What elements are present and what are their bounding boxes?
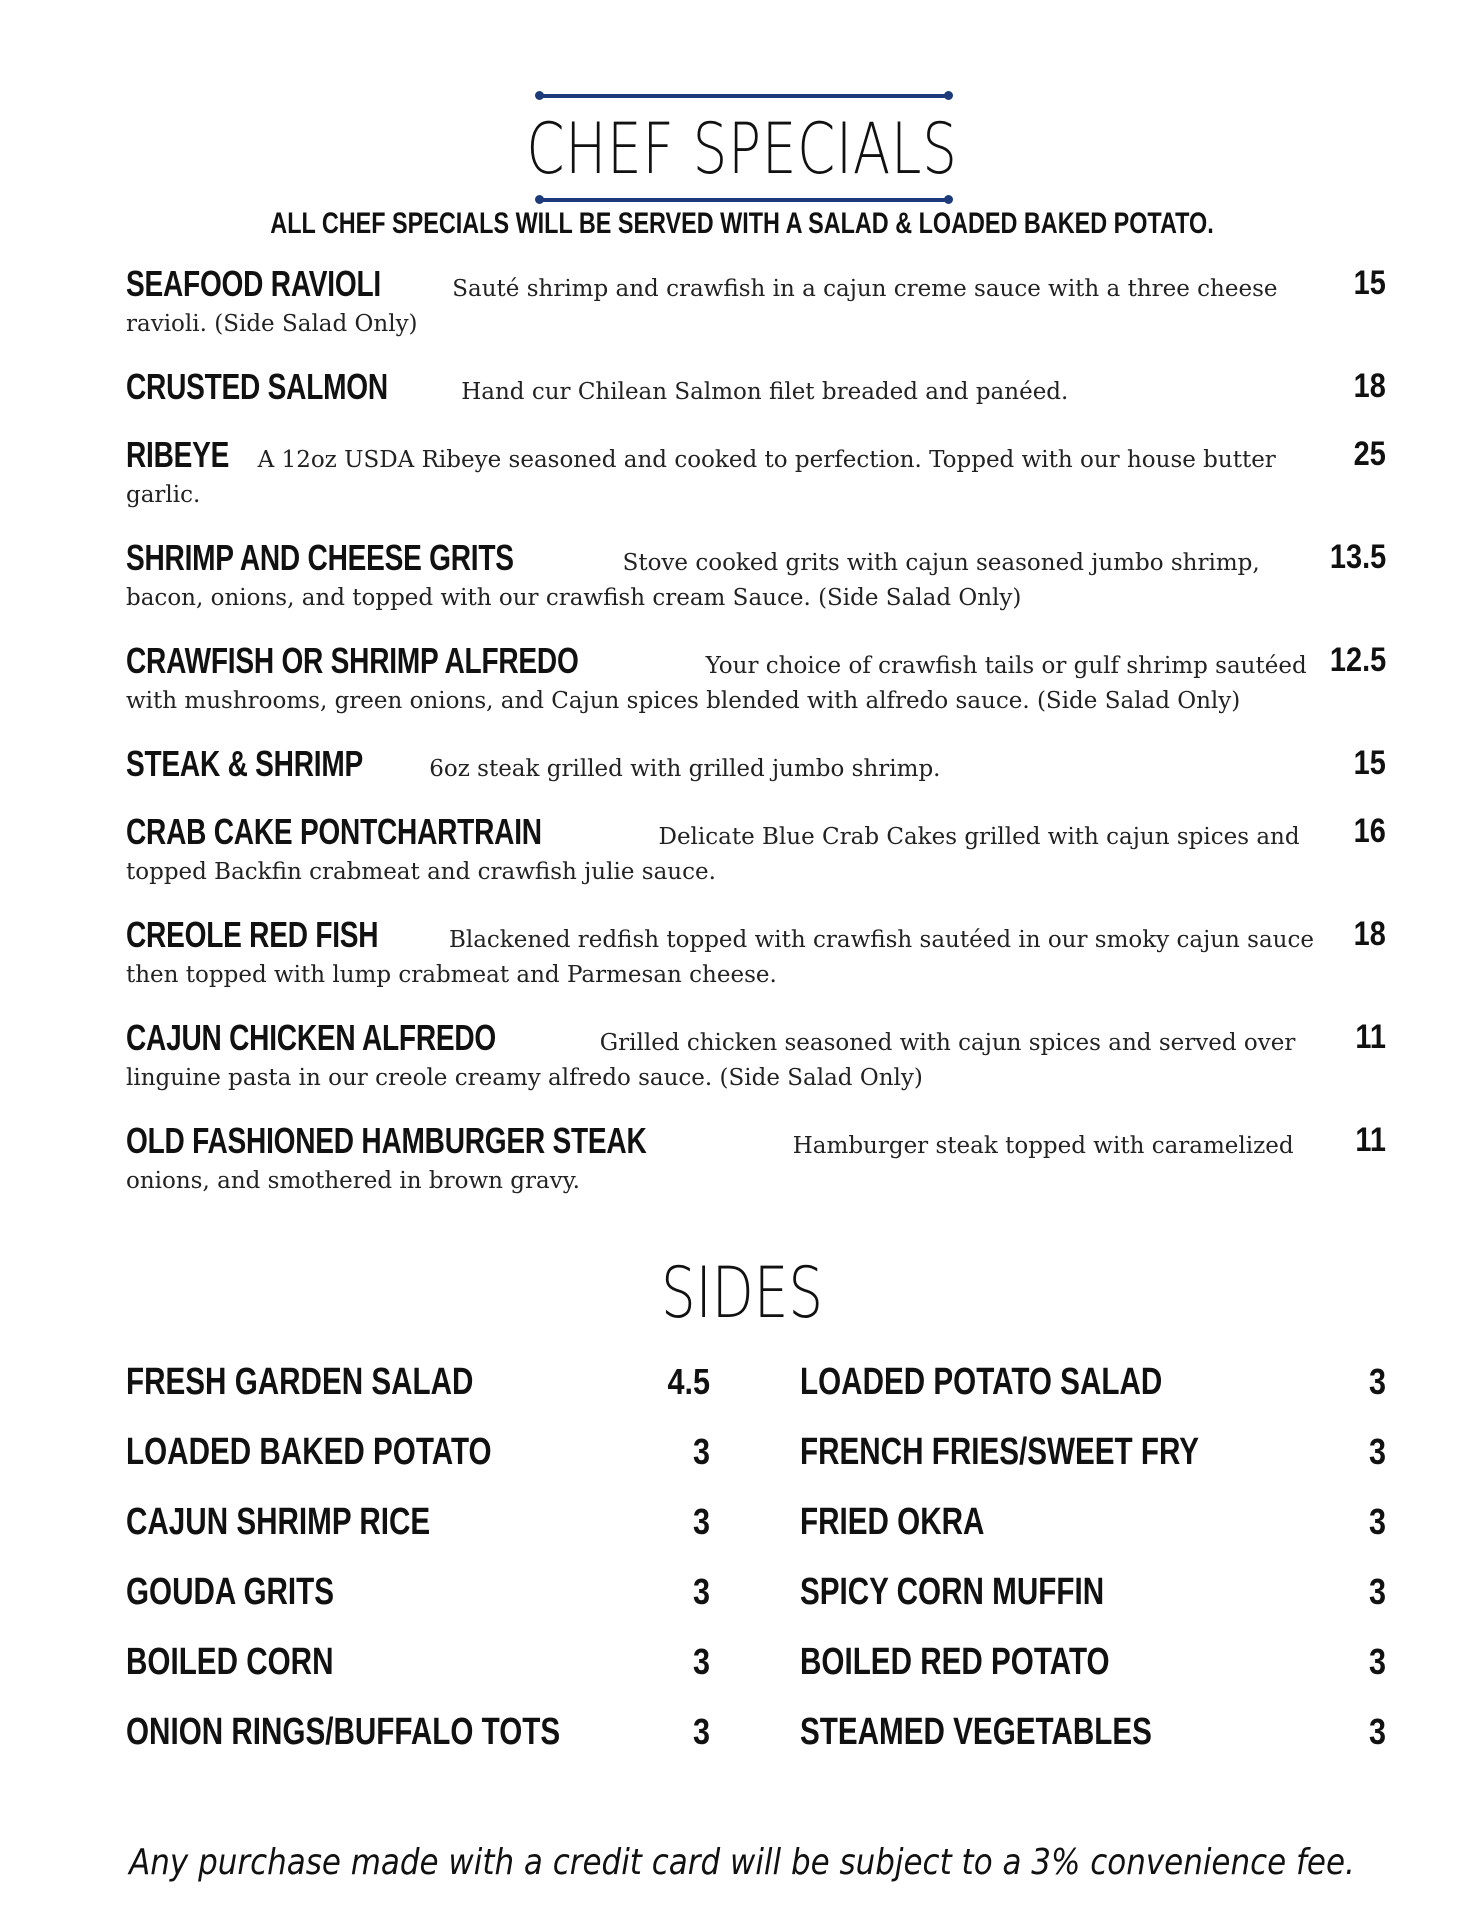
side-price: 4.5 <box>667 1361 710 1402</box>
side-price: 3 <box>692 1501 710 1542</box>
side-name: FRIED OKRA <box>800 1501 985 1543</box>
special-item <box>126 1120 1386 1226</box>
side-item <box>126 1500 710 1570</box>
special-name: SEAFOOD RAVIOLI <box>126 263 381 304</box>
special-price: 13.5 <box>1329 538 1386 576</box>
side-price: 3 <box>692 1571 710 1612</box>
side-item <box>126 1710 710 1780</box>
special-price: 16 <box>1353 812 1386 850</box>
side-price: 3 <box>692 1641 710 1682</box>
special-price: 25 <box>1353 435 1386 473</box>
special-item <box>126 434 1386 540</box>
side-item <box>800 1570 1386 1640</box>
special-desc: 6oz steak grilled with grilled jumbo shrimp. <box>429 756 941 782</box>
special-name: RIBEYE <box>126 434 230 475</box>
special-price: 18 <box>1353 915 1386 953</box>
side-name: CAJUN SHRIMP RICE <box>126 1501 431 1543</box>
side-price: 3 <box>1368 1641 1386 1682</box>
side-name: LOADED POTATO SALAD <box>800 1361 1163 1403</box>
side-name: SPICY CORN MUFFIN <box>800 1571 1105 1613</box>
special-desc: Delicate Blue Crab Cakes grilled with cajun spices and topped Backfin crabmeat and crawfish julie sauce. <box>126 824 1300 885</box>
special-desc: Grilled chicken seasoned with cajun spices and served over linguine pasta in our creole creamy alfredo sauce. (Side Salad Only) <box>126 1030 1296 1091</box>
side-price: 3 <box>1368 1361 1386 1402</box>
special-price: 15 <box>1353 264 1386 302</box>
side-name: FRESH GARDEN SALAD <box>126 1361 474 1403</box>
side-price: 3 <box>1368 1501 1386 1542</box>
special-name: CAJUN CHICKEN ALFREDO <box>126 1017 497 1058</box>
sides-column-left <box>126 1360 710 1780</box>
side-name: STEAMED VEGETABLES <box>800 1711 1152 1753</box>
title-rule-bottom <box>538 198 950 202</box>
special-item <box>126 537 1386 643</box>
side-item <box>126 1430 710 1500</box>
page-title: CHEF SPECIALS <box>526 108 958 190</box>
special-desc: Blackened redfish topped with crawfish sautéed in our smoky cajun sauce then topped with lump crabmeat and Parmesan cheese. <box>126 927 1314 988</box>
side-name: ONION RINGS/BUFFALO TOTS <box>126 1711 561 1753</box>
page-subtitle: ALL CHEF SPECIALS WILL BE SERVED WITH A SALAD & LOADED BAKED POTATO. <box>270 207 1214 240</box>
side-name: LOADED BAKED POTATO <box>126 1431 492 1473</box>
special-name: CRUSTED SALMON <box>126 366 388 407</box>
side-item <box>126 1570 710 1640</box>
special-name: CREOLE RED FISH <box>126 914 379 955</box>
title-rule-top <box>538 94 950 98</box>
special-desc: A 12oz USDA Ribeye seasoned and cooked to perfection. Topped with our house butter garlic. <box>126 447 1276 508</box>
side-item <box>126 1360 710 1430</box>
side-name: GOUDA GRITS <box>126 1571 335 1613</box>
side-item <box>800 1430 1386 1500</box>
special-desc: Your choice of crawfish tails or gulf shrimp sautéed with mushrooms, green onions, and Cajun spices blended with alfredo sauce. (Side Salad Only) <box>126 653 1307 714</box>
side-item <box>800 1500 1386 1570</box>
special-item <box>126 743 1386 814</box>
side-item <box>800 1640 1386 1710</box>
side-price: 3 <box>1368 1711 1386 1752</box>
special-name: STEAK & SHRIMP <box>126 743 363 784</box>
special-price: 11 <box>1355 1121 1386 1159</box>
credit-card-fee-note: Any purchase made with a credit card will be subject to a 3% convenience fee. <box>129 1842 1355 1883</box>
special-desc: Hamburger steak topped with caramelized onions, and smothered in brown gravy. <box>126 1133 1294 1194</box>
special-name: OLD FASHIONED HAMBURGER STEAK <box>126 1120 647 1161</box>
side-item <box>800 1360 1386 1430</box>
special-desc: Sauté shrimp and crawfish in a cajun creme sauce with a three cheese ravioli. (Side Salad Only) <box>126 276 1278 337</box>
special-name: CRAWFISH OR SHRIMP ALFREDO <box>126 640 579 681</box>
special-item <box>126 914 1386 1020</box>
special-item <box>126 1017 1386 1123</box>
side-price: 3 <box>1368 1431 1386 1472</box>
side-name: FRENCH FRIES/SWEET FRY <box>800 1431 1200 1473</box>
sides-title: SIDES <box>661 1252 823 1334</box>
side-item <box>800 1710 1386 1780</box>
special-price: 11 <box>1355 1018 1386 1056</box>
side-price: 3 <box>1368 1571 1386 1612</box>
special-price: 18 <box>1353 367 1386 405</box>
special-item <box>126 263 1386 369</box>
special-desc: Stove cooked grits with cajun seasoned jumbo shrimp, bacon, onions, and topped with our crawfish cream Sauce. (Side Salad Only) <box>126 550 1260 611</box>
side-price: 3 <box>692 1431 710 1472</box>
special-desc: Hand cur Chilean Salmon filet breaded and panéed. <box>461 379 1069 405</box>
specials-list <box>126 263 1386 1226</box>
special-item <box>126 640 1386 746</box>
sides-column-right <box>800 1360 1386 1780</box>
special-item <box>126 811 1386 917</box>
special-item <box>126 366 1386 437</box>
special-price: 15 <box>1353 744 1386 782</box>
special-name: CRAB CAKE PONTCHARTRAIN <box>126 811 542 852</box>
side-item <box>126 1640 710 1710</box>
side-price: 3 <box>692 1711 710 1752</box>
special-name: SHRIMP AND CHEESE GRITS <box>126 537 514 578</box>
special-price: 12.5 <box>1329 641 1386 679</box>
side-name: BOILED RED POTATO <box>800 1641 1110 1683</box>
side-name: BOILED CORN <box>126 1641 334 1683</box>
